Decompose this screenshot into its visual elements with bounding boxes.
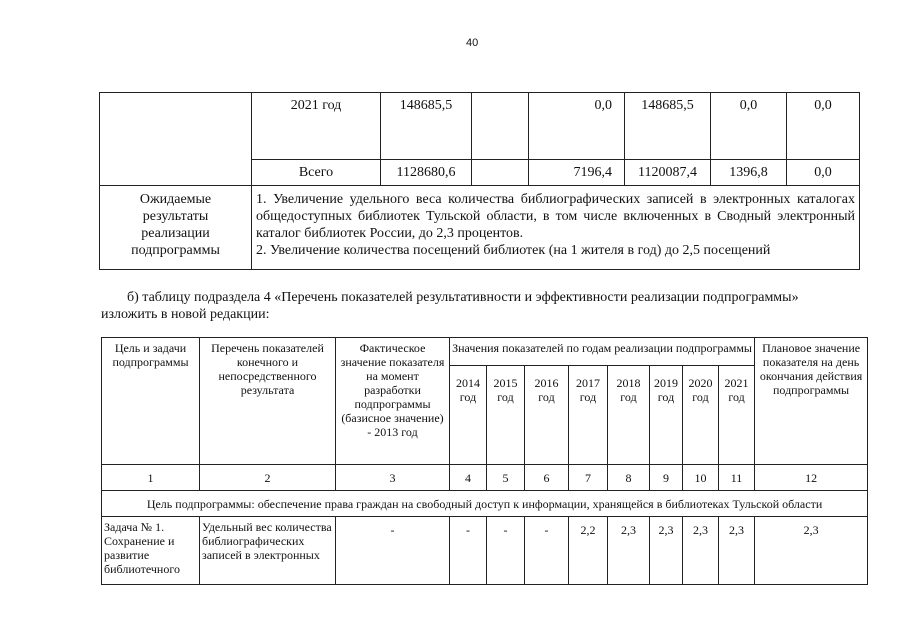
header-values-by-year: Значения показателей по годам реализации подпрограммы xyxy=(450,338,755,366)
header-year: 2015 год xyxy=(487,366,525,465)
total-cell: 1128680,6 xyxy=(381,160,472,186)
year-value-cell: - xyxy=(525,517,569,585)
label-line: реализации xyxy=(141,226,210,241)
header-year: 2017 год xyxy=(569,366,608,465)
header-indicators: Перечень показателей конечного и непосредственного результата xyxy=(200,338,336,465)
column-number-row xyxy=(102,465,868,491)
label-line: результаты xyxy=(142,209,209,224)
total-label-cell: Всего xyxy=(252,160,381,186)
value-cell: 0,0 xyxy=(711,93,787,160)
page-number: 40 xyxy=(466,37,479,49)
result-item-1: 1. Увеличение удельного веса количества библиографических записей в электронных каталогах общедоступных библиотек Тульской области, в том числе включенных в Сводный электронный каталог библиотек России, до 2,3 процентов. xyxy=(256,192,855,241)
year-value-cell: 2,3 xyxy=(608,517,650,585)
table-row xyxy=(100,186,860,270)
year-value-cell: 2,3 xyxy=(650,517,683,585)
header-year: 2019 год xyxy=(650,366,683,465)
column-number: 10 xyxy=(683,465,719,491)
total-cell: 148685,5 xyxy=(381,93,472,160)
paragraph-line: б) таблицу подраздела 4 «Перечень показателей результативности и эффективности реализации подпрограммы» xyxy=(127,290,799,305)
year-label-cell: 2021 год xyxy=(252,93,381,160)
value-cell: 0,0 xyxy=(529,93,625,160)
header-goals: Цель и задачи подпрограммы xyxy=(102,338,200,465)
column-number: 12 xyxy=(755,465,868,491)
column-number: 8 xyxy=(608,465,650,491)
indicators-table xyxy=(101,337,868,585)
value-cell xyxy=(472,160,529,186)
header-year: 2020 год xyxy=(683,366,719,465)
value-cell xyxy=(472,93,529,160)
value-cell: 1396,8 xyxy=(711,160,787,186)
year-value-cell: 2,3 xyxy=(719,517,755,585)
value-cell: 7196,4 xyxy=(529,160,625,186)
label-line: подпрограммы xyxy=(131,243,220,258)
column-number: 5 xyxy=(487,465,525,491)
year-value-cell: - xyxy=(487,517,525,585)
column-number: 2 xyxy=(200,465,336,491)
column-number: 1 xyxy=(102,465,200,491)
header-year: 2016 год xyxy=(525,366,569,465)
column-number: 6 xyxy=(525,465,569,491)
header-row xyxy=(102,338,868,366)
table-row xyxy=(102,517,868,585)
actual-value-cell: - xyxy=(336,517,450,585)
column-number: 3 xyxy=(336,465,450,491)
goal-row xyxy=(102,491,868,517)
body-paragraph xyxy=(101,289,857,323)
label-line: Ожидаемые xyxy=(139,192,212,207)
header-actual: Фактическое значение показателя на момент разработки подпрограммы (базисное значение) - 2013 год xyxy=(336,338,450,465)
column-number: 7 xyxy=(569,465,608,491)
funding-table xyxy=(99,92,860,270)
header-planned: Плановое значение показателя на день окончания действия подпрограммы xyxy=(755,338,868,465)
value-cell: 0,0 xyxy=(787,160,860,186)
table-row xyxy=(100,93,860,160)
result-item-2: 2. Увеличение количества посещений библиотек (на 1 жителя в год) до 2,5 посещений xyxy=(256,243,771,258)
expected-results-text xyxy=(252,186,860,270)
value-cell: 0,0 xyxy=(787,93,860,160)
column-number: 9 xyxy=(650,465,683,491)
header-year: 2021 год xyxy=(719,366,755,465)
column-number: 11 xyxy=(719,465,755,491)
indicator-cell: Удельный вес количества библиографических записей в электронных xyxy=(200,517,336,585)
paragraph-line: изложить в новой редакции: xyxy=(101,307,270,322)
year-value-cell: - xyxy=(450,517,487,585)
value-cell: 148685,5 xyxy=(625,93,711,160)
expected-results-label xyxy=(100,186,252,270)
header-year: 2014 год xyxy=(450,366,487,465)
planned-value-cell: 2,3 xyxy=(755,517,868,585)
column-number: 4 xyxy=(450,465,487,491)
program-goal: Цель подпрограммы: обеспечение права граждан на свободный доступ к информации, хранящейся в библиотеках Тульской области xyxy=(102,491,868,517)
header-year: 2018 год xyxy=(608,366,650,465)
blank-cell xyxy=(100,93,252,186)
value-cell: 1120087,4 xyxy=(625,160,711,186)
year-value-cell: 2,3 xyxy=(683,517,719,585)
task-cell: Задача № 1. Сохранение и развитие библиотечного xyxy=(102,517,200,585)
year-value-cell: 2,2 xyxy=(569,517,608,585)
